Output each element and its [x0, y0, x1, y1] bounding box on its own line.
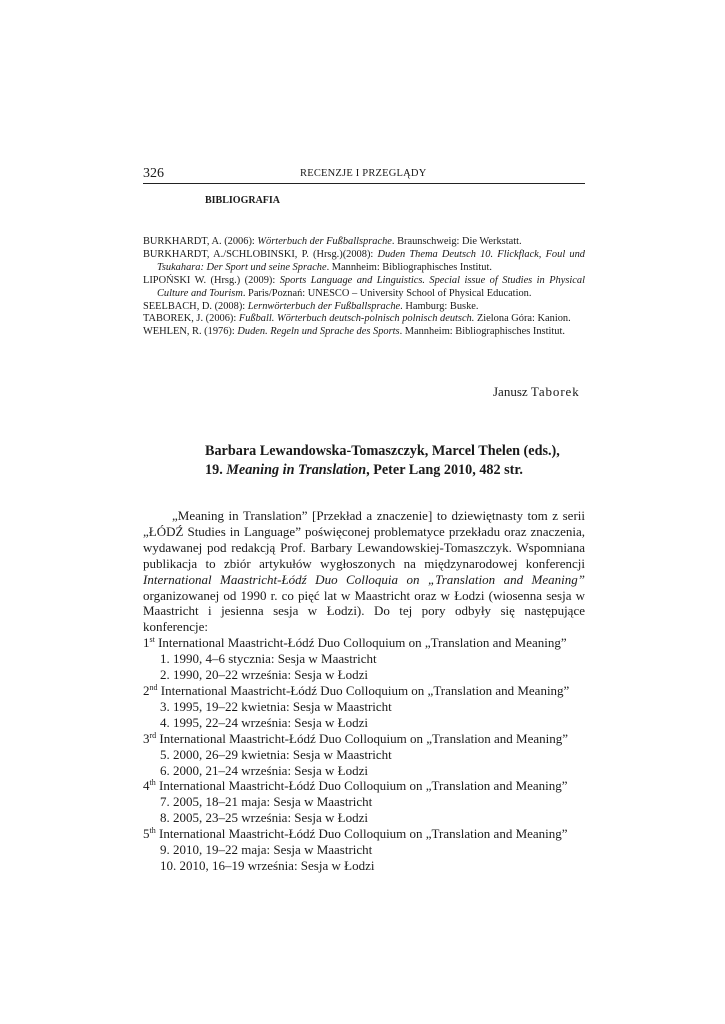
- header-rule: [143, 183, 585, 184]
- bib-title: Sports Language and Linguistics. Special issue of Studies in Physical Culture and Tourism: [157, 274, 585, 299]
- session-item: 10. 2010, 16–19 września: Sesja w Łodzi: [160, 857, 375, 873]
- session-item: 7. 2005, 18–21 maja: Sesja w Maastricht: [160, 794, 373, 810]
- bib-author: BURKHARDT, A./SCHLOBINSKI, P. (Hrsg.)(2008):: [143, 248, 378, 260]
- session-item: 8. 2005, 23–25 września: Sesja w Łodzi: [160, 810, 368, 826]
- conference-item: 1st International Maastricht-Łódź Duo Colloquium on „Translation and Meaning”: [143, 635, 567, 651]
- review-author-signature: [493, 384, 580, 400]
- bibliography-entry: [143, 236, 585, 249]
- publisher-info: , Peter Lang 2010, 482 str.: [366, 462, 523, 478]
- intro-paragraph: [143, 508, 585, 635]
- session-item: 6. 2000, 21–24 września: Sesja w Łodzi: [160, 762, 368, 778]
- conference-name: International Maastricht-Łódź Duo Colloquia on „Translation and Meaning”: [143, 571, 585, 587]
- session-item: 9. 2010, 19–22 maja: Sesja w Maastricht: [160, 842, 373, 858]
- conference-item: 3rd International Maastricht-Łódź Duo Colloquium on „Translation and Meaning”: [143, 730, 568, 746]
- bib-publisher: . Braunschweig: Die Werkstatt.: [391, 236, 522, 247]
- session-item: 4. 1995, 22–24 września: Sesja w Łodzi: [160, 714, 368, 730]
- signature-first-name: Janusz: [493, 384, 528, 399]
- conference-item: 5th International Maastricht-Łódź Duo Colloquium on „Translation and Meaning”: [143, 826, 568, 842]
- signature-last-name: Taborek: [530, 384, 580, 399]
- bib-author: WEHLEN, R. (1976):: [143, 326, 238, 338]
- session-item: 3. 1995, 19–22 kwietnia: Sesja w Maastricht: [160, 698, 392, 714]
- running-title: RECENZJE I PRZEGLĄDY: [300, 168, 427, 179]
- bib-author: TABOREK, J. (2006):: [143, 313, 239, 325]
- bibliography-entry: [143, 313, 585, 326]
- bib-author: SEELBACH, D. (2008):: [143, 300, 248, 312]
- bibliography-entry: [143, 301, 585, 314]
- bib-title: Wörterbuch der Fußballsprache: [257, 236, 392, 247]
- review-title-editors: Barbara Lewandowska-Tomaszczyk, Marcel Thelen (eds.),: [205, 443, 560, 459]
- bib-publisher: . Hamburg: Buske.: [400, 300, 479, 312]
- bib-publisher: Zielona Góra: Kanion.: [474, 313, 571, 325]
- bib-author: BURKHARDT, A. (2006):: [143, 236, 258, 247]
- session-item: 2. 1990, 20–22 września: Sesja w Łodzi: [160, 667, 368, 683]
- bib-title: Duden. Regeln und Sprache des Sports: [237, 326, 400, 338]
- session-item: 1. 1990, 4–6 stycznia: Sesja w Maastricht: [160, 651, 377, 667]
- bibliography-list: [143, 236, 585, 339]
- session-item: 5. 2000, 26–29 kwietnia: Sesja w Maastricht: [160, 746, 392, 762]
- bib-title: Lernwörterbuch der Fußballsprache: [247, 300, 401, 312]
- review-title: [205, 442, 605, 480]
- conference-item: 4th International Maastricht-Łódź Duo Colloquium on „Translation and Meaning”: [143, 778, 568, 794]
- bib-title: Duden Thema Deutsch 10. Flickflack, Foul und Tsukahara: Der Sport und seine Sprache: [157, 248, 585, 273]
- bib-author: LIPOŃSKI W. (Hrsg.) (2009):: [143, 274, 280, 286]
- conference-item: 2nd International Maastricht-Łódź Duo Colloquium on „Translation and Meaning”: [143, 682, 570, 698]
- bib-publisher: . Mannheim: Bibliographisches Institut.: [399, 326, 565, 338]
- bibliography-entry: [143, 326, 585, 339]
- review-title-book: [205, 461, 605, 480]
- review-body: [143, 508, 585, 874]
- bibliography-heading: BIBLIOGRAFIA: [205, 195, 281, 206]
- intro-text: „Meaning in Translation” [Przekład a znaczenie] to dziewiętnasty tom z serii „ŁÓDŹ Studies in Language” poświęconej problematyce przekładu oraz znaczenia, wydawanej pod redakcją Prof. Barbary Lewandowskiej-Tomaszczyk. Wspomniana publikacja to zbiór artykułów wygłoszonych na międzynarodowej konferencji: [143, 508, 585, 571]
- series-number: 19.: [205, 462, 227, 478]
- bib-publisher: . Mannheim: Bibliographisches Institut.: [326, 261, 492, 273]
- intro-text-end: organizowanej od 1990 r. co pięć lat w Maastricht oraz w Łodzi (wiosenna sesja w Maastricht i jesienna sesja w Łodzi). Do tej pory odbyły się następujące konferencje:: [143, 587, 585, 635]
- bibliography-entry: [143, 275, 585, 301]
- bib-publisher: . Paris/Poznań: UNESCO – University School of Physical Education.: [242, 287, 532, 299]
- book-title: Meaning in Translation: [226, 462, 367, 478]
- bib-title: Fußball. Wörterbuch deutsch-polnisch polnisch deutsch.: [238, 313, 475, 325]
- page-number: 326: [143, 166, 164, 181]
- bibliography-entry: [143, 249, 585, 275]
